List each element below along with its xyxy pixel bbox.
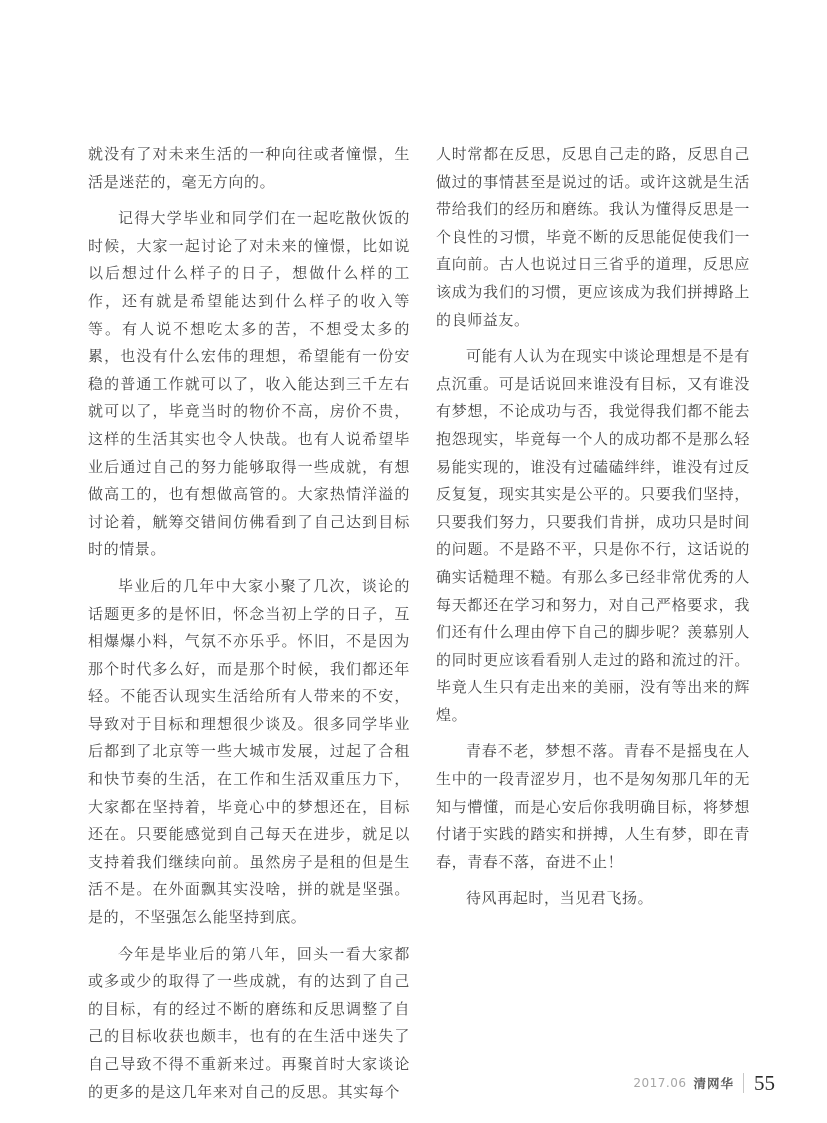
paragraph: 青春不老，梦想不落。青春不是摇曳在人生中的一段青涩岁月，也不是匆匆那几年的无知与懵懂，而是心安后你我明确目标，将梦想付诸于实践的踏实和拼搏，人生有梦，即在青春，青春不落，奋进不止！ (436, 742, 750, 871)
page-footer (633, 1071, 775, 1095)
page-number: 55 (754, 1070, 775, 1095)
footer-divider (743, 1073, 744, 1093)
paragraph: 可能有人认为在现实中谈论理想是不是有点沉重。可是话说回来谁没有目标，又有谁没有梦想，不论成功与否，我觉得我们都不能去抱怨现实，毕竟每一个人的成功都不是那么轻易能实现的，谁没有过磕磕绊绊，谁没有过反反复复，现实其实是公平的。只要我们坚持，只要我们努力，只要我们肯拼，成功只是时间的问题。不是路不平，只是你不行，这话说的确实话糙理不糙。有那么多已经非常优秀的人每天都还在学习和努力，对自己严格要求，我们还有什么理由停下自己的脚步呢？羡慕别人的同时更应该看看别人走过的路和流过的汗。毕竟人生只有走出来的美丽，没有等出来的辉煌。 (436, 347, 750, 724)
paragraph: 毕业后的几年中大家小聚了几次，谈论的话题更多的是怀旧，怀念当初上学的日子，互相爆爆小料，气氛不亦乐乎。怀旧，不是因为那个时代多么好，而是那个时候，我们都还年轻。不能否认现实生活给所有人带来的不安，导致对于目标和理想很少谈及。很多同学毕业后都到了北京等一些大城市发展，过起了合租和快节奏的生活，在工作和生活双重压力下，大家都在坚持着，毕竟心中的梦想还在，目标还在。只要能感觉到自己每天在进步，就足以支持着我们继续向前。虽然房子是租的但是生活不是。在外面飘其实没啥，拼的就是坚强。是的，不坚强怎么能坚持到底。 (88, 576, 410, 927)
paragraph: 待风再起时，当见君飞扬。 (466, 889, 654, 908)
magazine-name: 清网华 (693, 1076, 734, 1091)
article-body (88, 141, 750, 1115)
paragraph: 记得大学毕业和同学们在一起吃散伙饭的时候，大家一起讨论了对未来的憧憬，比如说以后想过什么样子的日子，想做什么样的工作，还有就是希望能达到什么样子的收入等等。有人说不想吃太多的苦，不想受太多的累，也没有什么宏伟的理想，希望能有一份安稳的普通工作就可以了，收入能达到三千左右就可以了，毕竟当时的物价不高，房价不贵，这样的生活其实也令人快哉。也有人说希望毕业后通过自己的努力能够取得一些成就，有想做高工的，也有想做高管的。大家热情洋溢的讨论着，觥筹交错间仿佛看到了自己达到目标时的情景。 (88, 209, 410, 559)
paragraph: 人时常都在反思，反思自己走的路，反思自己做过的事情甚至是说过的话。或许这就是生活带给我们的经历和磨练。我认为懂得反思是一个良性的习惯，毕竟不断的反思能促使我们一直向前。古人也说过日三省乎的道理，反思应该成为我们的习惯，更应该成为我们拼搏路上的良师益友。 (436, 145, 750, 329)
paragraph: 就没有了对未来生活的一种向往或者憧憬，生活是迷茫的，毫无方向的。 (88, 145, 410, 191)
article-column-left (88, 141, 410, 1115)
article-column-right (436, 141, 750, 1115)
paragraph: 今年是毕业后的第八年，回头一看大家都或多或少的取得了一些成就，有的达到了自己的目标，有的经过不断的磨练和反思调整了自己的目标收获也颇丰，也有的在生活中迷失了自己导致不得不重新来过。再聚首时大家谈论的更多的是这几年来对自己的反思。其实每个 (88, 944, 410, 1101)
issue-date: 2017.06 (633, 1076, 687, 1090)
